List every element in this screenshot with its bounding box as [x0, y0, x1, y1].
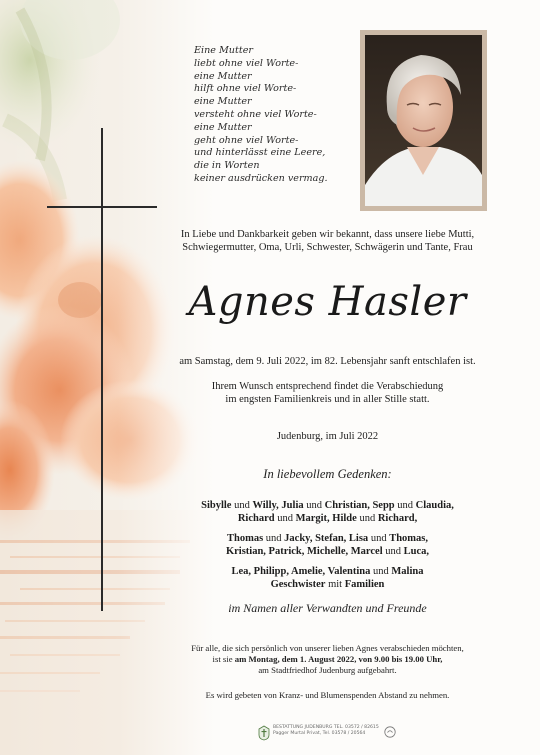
death-notice-line: am Samstag, dem 9. Juli 2022, im 82. Lebensjahr sanft entschlafen ist. — [179, 356, 476, 367]
place-date — [155, 430, 500, 443]
footer-line: Pagger Murtal Privat, Tel. 03578 / 20564 — [273, 731, 366, 736]
portrait-photo-frame — [360, 30, 487, 211]
mourner-name: Malina — [391, 565, 424, 577]
mourner-name: Lea, Philipp, Amelie, Valentina — [231, 565, 371, 577]
mourner-name: Kristian, Patrick, Michelle, Marcel — [225, 546, 383, 558]
poem-line: eine Mutter — [194, 96, 252, 108]
mourner-name: Sibylle — [201, 500, 232, 511]
cross-vertical-bar — [101, 128, 103, 611]
poem-line: die in Worten — [194, 160, 260, 172]
viewing-info — [155, 643, 500, 677]
portrait-photo — [365, 35, 482, 206]
connector: und — [382, 546, 404, 558]
connector: und — [356, 513, 378, 525]
connector: mit — [325, 579, 345, 591]
mourners-line — [155, 565, 500, 578]
mourner-name: Richard — [237, 513, 275, 525]
mourners-line — [155, 499, 500, 512]
farewell-wish — [155, 380, 500, 407]
poem-line: versteht ohne viel Worte- — [194, 108, 317, 120]
poem-line: hilft ohne viel Worte- — [194, 83, 297, 95]
seal-icon — [384, 726, 396, 738]
place-date-line: Judenburg, im Juli 2022 — [276, 431, 379, 442]
connector: und — [394, 500, 416, 511]
funeral-home-footer — [258, 724, 398, 742]
connector: und — [368, 532, 390, 544]
connector: und — [274, 513, 296, 525]
death-notice — [155, 355, 500, 368]
poem-line: eine Mutter — [194, 121, 252, 133]
mourner-name: Familien — [344, 579, 385, 591]
relatives-line: im Namen aller Verwandten und Freunde — [228, 601, 427, 615]
mourner-name: Jacky, Stefan, Lisa — [284, 532, 369, 544]
mourner-name: Geschwister — [270, 579, 326, 591]
mourner-name: Claudia, — [415, 500, 454, 511]
viewing-date: am Montag, dem 1. August 2022, von 9.00 bis 19.00 Uhr, — [234, 654, 443, 665]
mourners-list — [155, 499, 500, 591]
connector: und — [370, 565, 392, 577]
mourners-line — [155, 578, 500, 591]
poem-line: Eine Mutter — [194, 45, 253, 56]
connector: und — [303, 500, 325, 511]
viewing-line — [155, 654, 500, 665]
mourners-line — [155, 532, 500, 545]
mourner-name: Thomas — [226, 532, 264, 544]
mourner-name: Willy, Julia — [252, 500, 304, 511]
mourner-name: Christian, Sepp — [324, 500, 395, 511]
funeral-home-logo-icon — [258, 725, 270, 741]
connector: und — [231, 500, 253, 511]
poem-line: und hinterlässt eine Leere, — [194, 147, 326, 159]
intro-text — [155, 228, 500, 255]
intro-line: Schwiegermutter, Oma, Urli, Schwester, Schwägerin und Tante, Frau — [182, 242, 473, 254]
donation-line: Es wird gebeten von Kranz- und Blumenspenden Abstand zu nehmen. — [205, 690, 450, 700]
wish-line: im engsten Familienkreis und in aller Stille statt. — [225, 394, 430, 406]
footer-line: BESTATTUNG JUDENBURG TEL. 03572 / 82615 — [273, 725, 379, 730]
viewing-prefix: ist sie — [212, 654, 235, 665]
viewing-line: am Stadtfriedhof Judenburg aufgebahrt. — [258, 665, 397, 676]
mourner-name: Thomas, — [389, 532, 428, 544]
cross-horizontal-bar — [47, 206, 157, 208]
poem-line: eine Mutter — [194, 70, 252, 82]
poem-line: liebt ohne viel Worte- — [194, 57, 299, 69]
connector: und — [263, 532, 285, 544]
deceased-name: Agnes Hasler — [188, 279, 467, 325]
poem-line: geht ohne viel Worte- — [194, 134, 299, 146]
donation-note — [155, 690, 500, 701]
mourner-name: Margit, Hilde — [295, 513, 357, 525]
poem-line: keiner ausdrücken vermag. — [194, 172, 328, 184]
mourner-name: Richard, — [377, 513, 418, 525]
intro-line: In Liebe und Dankbarkeit geben wir bekannt, dass unsere liebe Mutti, — [180, 229, 475, 240]
mourner-name: Luca, — [403, 546, 430, 558]
mourners-line — [155, 512, 500, 525]
funeral-home-text — [273, 725, 385, 737]
poem — [194, 45, 364, 186]
viewing-line: Für alle, die sich persönlich von unserer lieben Agnes verabschieden möchten, — [191, 643, 464, 653]
wish-line: Ihrem Wunsch entsprechend findet die Verabschiedung — [211, 381, 444, 392]
mourners-line — [155, 545, 500, 558]
gedenken-heading: In liebevollem Gedenken: — [263, 467, 392, 481]
poppy-flower-background — [0, 0, 215, 755]
